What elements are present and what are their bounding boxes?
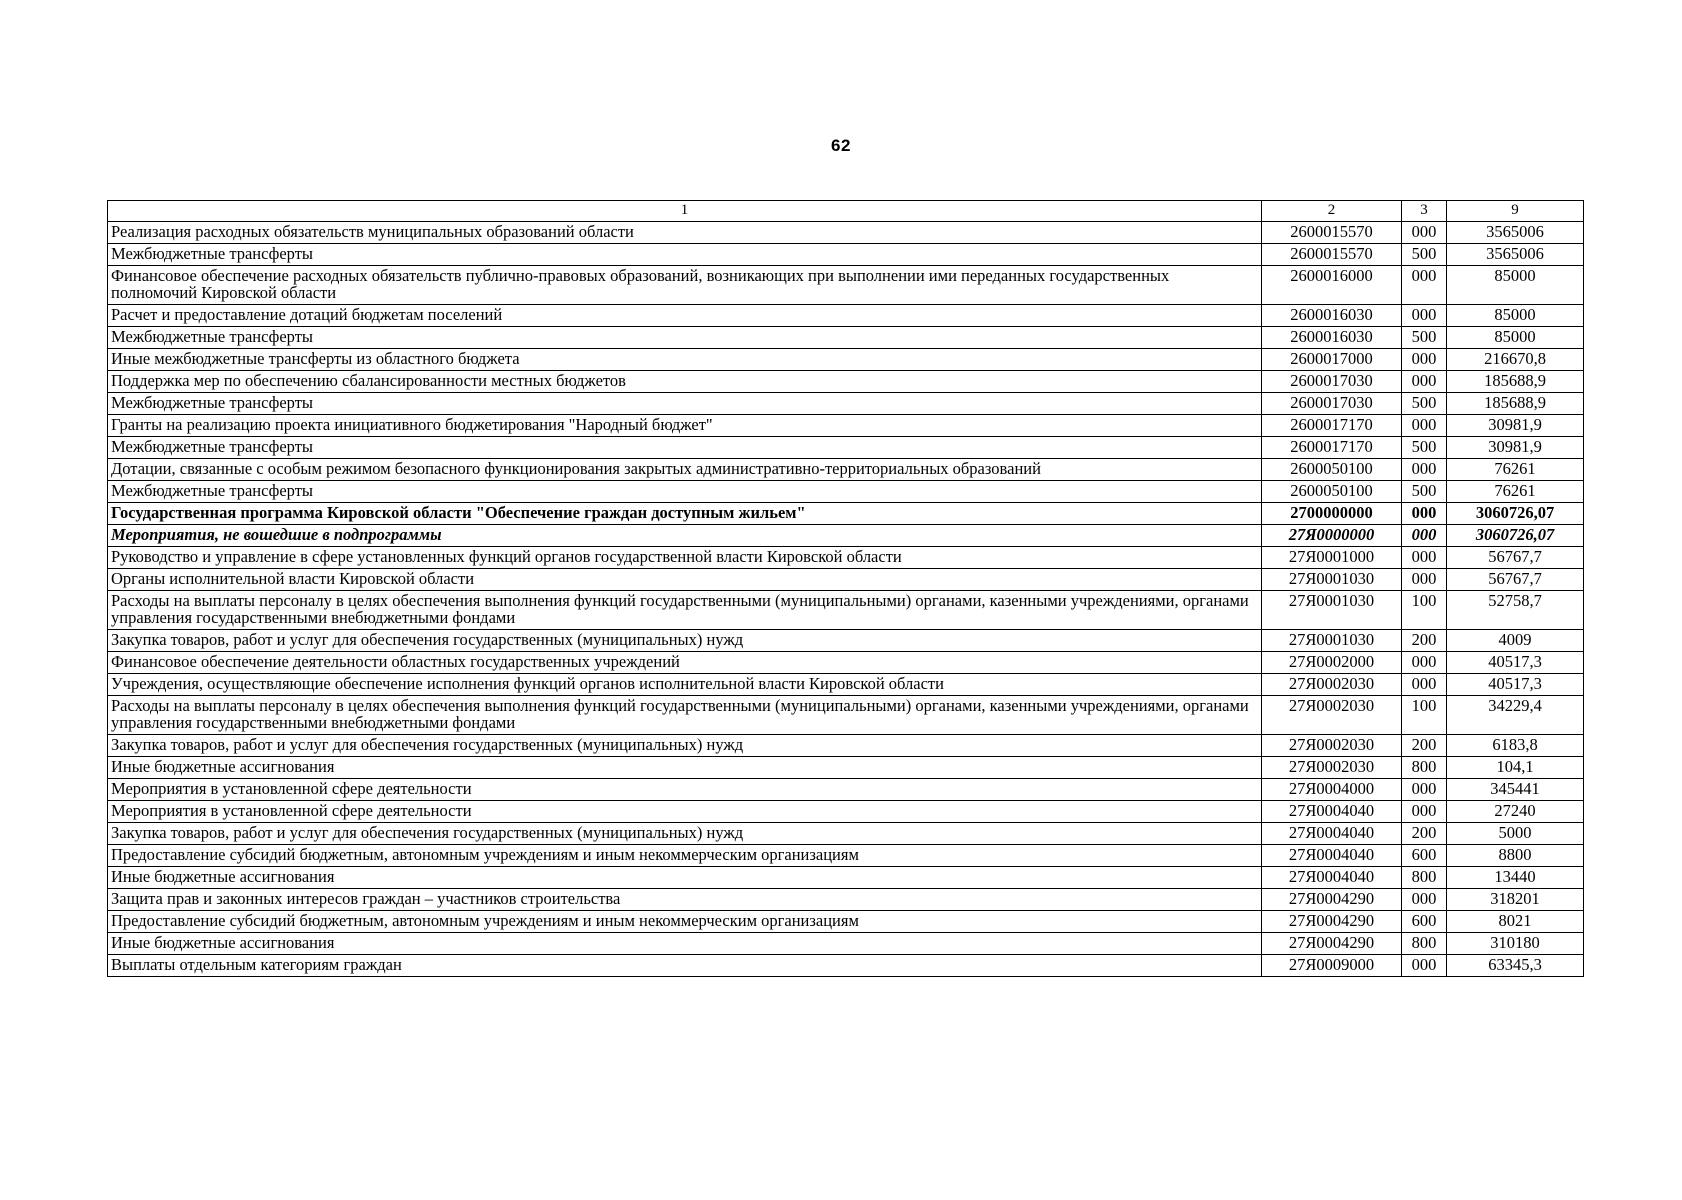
row-code-cell: 27Я0004290	[1262, 933, 1402, 955]
row-name-cell: Расчет и предоставление дотаций бюджетам поселений	[108, 305, 1262, 327]
row-code-cell: 27Я0002000	[1262, 652, 1402, 674]
row-name-cell: Иные бюджетные ассигнования	[108, 757, 1262, 779]
row-name-cell: Межбюджетные трансферты	[108, 327, 1262, 349]
row-code-cell: 27Я0002030	[1262, 696, 1402, 735]
row-type-cell: 600	[1402, 911, 1447, 933]
row-sum-cell: 76261	[1447, 459, 1584, 481]
row-name-cell: Иные бюджетные ассигнования	[108, 867, 1262, 889]
row-name-cell: Иные бюджетные ассигнования	[108, 933, 1262, 955]
row-code-cell: 27Я0004040	[1262, 845, 1402, 867]
row-type-cell: 500	[1402, 437, 1447, 459]
table-body	[108, 222, 1584, 977]
table-row	[108, 525, 1584, 547]
row-sum-cell: 318201	[1447, 889, 1584, 911]
row-sum-cell: 3565006	[1447, 244, 1584, 266]
table-row	[108, 459, 1584, 481]
row-code-cell: 27Я0004000	[1262, 779, 1402, 801]
row-name-cell: Расходы на выплаты персоналу в целях обеспечения выполнения функций государственными (муниципальными) органами, казенными учреждениями, органами управления государственными внебюджетными фондами	[108, 591, 1262, 630]
row-type-cell: 100	[1402, 591, 1447, 630]
row-type-cell: 000	[1402, 801, 1447, 823]
row-code-cell: 2600017170	[1262, 415, 1402, 437]
table-row	[108, 305, 1584, 327]
row-code-cell: 27Я0009000	[1262, 955, 1402, 977]
row-code-cell: 2600017000	[1262, 349, 1402, 371]
row-type-cell: 000	[1402, 547, 1447, 569]
table-row	[108, 327, 1584, 349]
row-name-cell: Финансовое обеспечение расходных обязательств публично-правовых образований, возникающих при выполнении ими переданных государственных полномочий Кировской области	[108, 266, 1262, 305]
table-row	[108, 591, 1584, 630]
row-code-cell: 2600016030	[1262, 327, 1402, 349]
row-code-cell: 27Я0001000	[1262, 547, 1402, 569]
page-number: 62	[831, 136, 851, 155]
row-name-cell: Иные межбюджетные трансферты из областного бюджета	[108, 349, 1262, 371]
row-name-cell: Руководство и управление в сфере установленных функций органов государственной власти Кировской области	[108, 547, 1262, 569]
row-name-cell: Закупка товаров, работ и услуг для обеспечения государственных (муниципальных) нужд	[108, 630, 1262, 652]
table-row	[108, 437, 1584, 459]
row-code-cell: 27Я0000000	[1262, 525, 1402, 547]
row-type-cell: 500	[1402, 393, 1447, 415]
row-sum-cell: 30981,9	[1447, 415, 1584, 437]
table-row	[108, 222, 1584, 244]
table-row	[108, 674, 1584, 696]
row-sum-cell: 3060726,07	[1447, 503, 1584, 525]
table-row	[108, 867, 1584, 889]
table-row	[108, 415, 1584, 437]
table-row	[108, 244, 1584, 266]
row-type-cell: 200	[1402, 735, 1447, 757]
table-row	[108, 266, 1584, 305]
row-code-cell: 27Я0004040	[1262, 823, 1402, 845]
row-type-cell: 500	[1402, 327, 1447, 349]
row-type-cell: 600	[1402, 845, 1447, 867]
row-code-cell: 27Я0004040	[1262, 867, 1402, 889]
row-type-cell: 000	[1402, 525, 1447, 547]
row-sum-cell: 216670,8	[1447, 349, 1584, 371]
budget-table	[107, 200, 1584, 977]
row-sum-cell: 34229,4	[1447, 696, 1584, 735]
row-name-cell: Мероприятия в установленной сфере деятельности	[108, 801, 1262, 823]
table-row	[108, 823, 1584, 845]
table-row	[108, 696, 1584, 735]
row-sum-cell: 76261	[1447, 481, 1584, 503]
row-type-cell: 000	[1402, 955, 1447, 977]
row-code-cell: 2600050100	[1262, 481, 1402, 503]
row-type-cell: 000	[1402, 652, 1447, 674]
row-code-cell: 2600015570	[1262, 222, 1402, 244]
row-code-cell: 27Я0004290	[1262, 889, 1402, 911]
row-sum-cell: 185688,9	[1447, 371, 1584, 393]
table-row	[108, 845, 1584, 867]
row-sum-cell: 30981,9	[1447, 437, 1584, 459]
row-sum-cell: 104,1	[1447, 757, 1584, 779]
row-name-cell: Межбюджетные трансферты	[108, 437, 1262, 459]
row-name-cell: Государственная программа Кировской области "Обеспечение граждан доступным жильем"	[108, 503, 1262, 525]
row-type-cell: 500	[1402, 244, 1447, 266]
row-type-cell: 000	[1402, 415, 1447, 437]
table-row	[108, 652, 1584, 674]
row-type-cell: 000	[1402, 779, 1447, 801]
row-code-cell: 27Я0001030	[1262, 630, 1402, 652]
table-row	[108, 371, 1584, 393]
row-code-cell: 27Я0002030	[1262, 674, 1402, 696]
row-sum-cell: 310180	[1447, 933, 1584, 955]
row-sum-cell: 85000	[1447, 327, 1584, 349]
row-code-cell: 27Я0002030	[1262, 735, 1402, 757]
row-sum-cell: 56767,7	[1447, 569, 1584, 591]
row-type-cell: 000	[1402, 266, 1447, 305]
table-row	[108, 503, 1584, 525]
row-sum-cell: 4009	[1447, 630, 1584, 652]
table-row	[108, 889, 1584, 911]
row-sum-cell: 185688,9	[1447, 393, 1584, 415]
row-code-cell: 27Я0004040	[1262, 801, 1402, 823]
row-name-cell: Поддержка мер по обеспечению сбалансированности местных бюджетов	[108, 371, 1262, 393]
row-name-cell: Закупка товаров, работ и услуг для обеспечения государственных (муниципальных) нужд	[108, 735, 1262, 757]
row-sum-cell: 27240	[1447, 801, 1584, 823]
row-type-cell: 000	[1402, 889, 1447, 911]
row-code-cell: 2600016000	[1262, 266, 1402, 305]
row-sum-cell: 63345,3	[1447, 955, 1584, 977]
row-code-cell: 27Я0004290	[1262, 911, 1402, 933]
row-type-cell: 100	[1402, 696, 1447, 735]
table-row	[108, 779, 1584, 801]
table-row	[108, 757, 1584, 779]
row-name-cell: Межбюджетные трансферты	[108, 244, 1262, 266]
row-code-cell: 2600017170	[1262, 437, 1402, 459]
row-type-cell: 800	[1402, 933, 1447, 955]
row-name-cell: Межбюджетные трансферты	[108, 481, 1262, 503]
row-type-cell: 000	[1402, 503, 1447, 525]
row-code-cell: 2600017030	[1262, 371, 1402, 393]
row-type-cell: 000	[1402, 569, 1447, 591]
row-name-cell: Реализация расходных обязательств муниципальных образований области	[108, 222, 1262, 244]
row-name-cell: Учреждения, осуществляющие обеспечение исполнения функций органов исполнительной власти Кировской области	[108, 674, 1262, 696]
table-row	[108, 481, 1584, 503]
row-type-cell: 200	[1402, 823, 1447, 845]
row-sum-cell: 6183,8	[1447, 735, 1584, 757]
row-sum-cell: 40517,3	[1447, 674, 1584, 696]
row-code-cell: 27Я0001030	[1262, 569, 1402, 591]
header-col-2: 2	[1262, 201, 1402, 222]
row-type-cell: 200	[1402, 630, 1447, 652]
row-sum-cell: 85000	[1447, 266, 1584, 305]
table-row	[108, 933, 1584, 955]
row-type-cell: 500	[1402, 481, 1447, 503]
table-row	[108, 349, 1584, 371]
row-type-cell: 000	[1402, 674, 1447, 696]
table-row	[108, 735, 1584, 757]
row-name-cell: Выплаты отдельным категориям граждан	[108, 955, 1262, 977]
row-name-cell: Органы исполнительной власти Кировской области	[108, 569, 1262, 591]
row-type-cell: 000	[1402, 371, 1447, 393]
table-row	[108, 569, 1584, 591]
row-code-cell: 2600017030	[1262, 393, 1402, 415]
table-header-row	[108, 201, 1584, 222]
row-type-cell: 000	[1402, 222, 1447, 244]
table-row	[108, 911, 1584, 933]
row-name-cell: Закупка товаров, работ и услуг для обеспечения государственных (муниципальных) нужд	[108, 823, 1262, 845]
row-sum-cell: 5000	[1447, 823, 1584, 845]
row-sum-cell: 8021	[1447, 911, 1584, 933]
row-name-cell: Расходы на выплаты персоналу в целях обеспечения выполнения функций государственными (муниципальными) органами, казенными учреждениями, органами управления государственными внебюджетными фондами	[108, 696, 1262, 735]
row-name-cell: Защита прав и законных интересов граждан – участников строительства	[108, 889, 1262, 911]
row-sum-cell: 8800	[1447, 845, 1584, 867]
row-code-cell: 2600015570	[1262, 244, 1402, 266]
row-sum-cell: 85000	[1447, 305, 1584, 327]
row-type-cell: 800	[1402, 867, 1447, 889]
row-type-cell: 800	[1402, 757, 1447, 779]
row-sum-cell: 52758,7	[1447, 591, 1584, 630]
row-name-cell: Мероприятия в установленной сфере деятельности	[108, 779, 1262, 801]
table-row	[108, 547, 1584, 569]
row-sum-cell: 13440	[1447, 867, 1584, 889]
header-col-3: 3	[1402, 201, 1447, 222]
row-code-cell: 2600016030	[1262, 305, 1402, 327]
row-code-cell: 27Я0001030	[1262, 591, 1402, 630]
row-sum-cell: 3060726,07	[1447, 525, 1584, 547]
table-row	[108, 393, 1584, 415]
row-name-cell: Предоставление субсидий бюджетным, автономным учреждениям и иным некоммерческим организациям	[108, 911, 1262, 933]
header-col-9: 9	[1447, 201, 1584, 222]
row-name-cell: Дотации, связанные с особым режимом безопасного функционирования закрытых административно-территориальных образований	[108, 459, 1262, 481]
header-col-1: 1	[108, 201, 1262, 222]
row-type-cell: 000	[1402, 305, 1447, 327]
row-name-cell: Гранты на реализацию проекта инициативного бюджетирования "Народный бюджет"	[108, 415, 1262, 437]
table-row	[108, 801, 1584, 823]
row-name-cell: Финансовое обеспечение деятельности областных государственных учреждений	[108, 652, 1262, 674]
row-code-cell: 2600050100	[1262, 459, 1402, 481]
row-sum-cell: 56767,7	[1447, 547, 1584, 569]
row-type-cell: 000	[1402, 349, 1447, 371]
table-row	[108, 955, 1584, 977]
row-code-cell: 27Я0002030	[1262, 757, 1402, 779]
row-sum-cell: 40517,3	[1447, 652, 1584, 674]
row-sum-cell: 3565006	[1447, 222, 1584, 244]
row-name-cell: Мероприятия, не вошедшие в подпрограммы	[108, 525, 1262, 547]
row-name-cell: Предоставление субсидий бюджетным, автономным учреждениям и иным некоммерческим организациям	[108, 845, 1262, 867]
row-sum-cell: 345441	[1447, 779, 1584, 801]
row-code-cell: 2700000000	[1262, 503, 1402, 525]
row-type-cell: 000	[1402, 459, 1447, 481]
row-name-cell: Межбюджетные трансферты	[108, 393, 1262, 415]
table-row	[108, 630, 1584, 652]
